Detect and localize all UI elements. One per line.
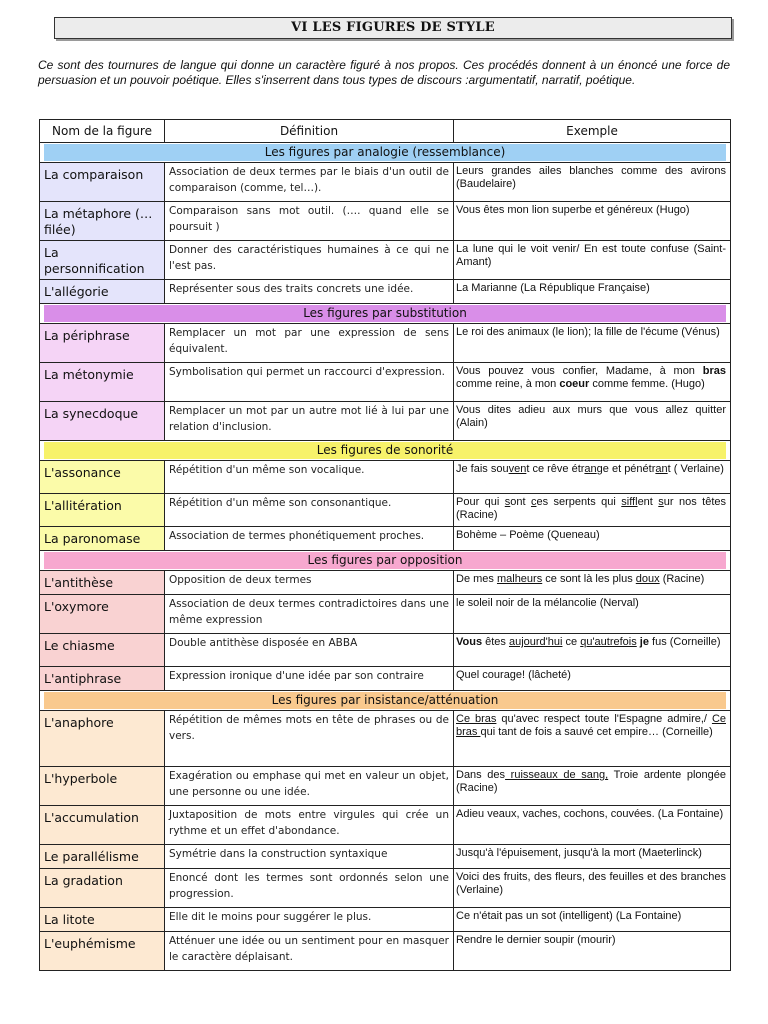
table-row	[40, 711, 731, 767]
figure-name: La métonymie	[40, 363, 165, 402]
section-header-cell	[40, 143, 731, 163]
figure-name: La périphrase	[40, 324, 165, 363]
table-header-row	[40, 120, 731, 143]
example-text: La Marianne (La République Française)	[456, 282, 650, 294]
figure-name: La paronomase	[40, 527, 165, 551]
section-title: Les figures par analogie (ressemblance)	[44, 144, 726, 161]
example-text: Ce bras	[456, 713, 497, 725]
table-row	[40, 280, 731, 304]
example-text: ce	[562, 636, 581, 648]
section-title: Les figures par opposition	[44, 552, 726, 569]
example-text: bras	[702, 365, 726, 377]
example-text: Dans des	[456, 769, 506, 781]
figure-definition: Remplacer un mot par une expression de sens équivalent.	[165, 324, 454, 363]
section-header-row	[40, 691, 731, 711]
example-text: (Racine)	[659, 573, 705, 585]
table-row	[40, 494, 731, 527]
figure-name: Le chiasme	[40, 634, 165, 667]
table-row	[40, 527, 731, 551]
example-text: siffl	[621, 496, 638, 508]
example-text: je	[639, 636, 649, 648]
example-text: coeur	[559, 378, 590, 390]
figure-example	[454, 571, 731, 595]
table-row	[40, 461, 731, 494]
table-row	[40, 845, 731, 869]
figure-name: L'assonance	[40, 461, 165, 494]
example-text: Leurs grandes ailes blanches comme des avirons (Baudelaire)	[456, 165, 726, 190]
table-row	[40, 806, 731, 845]
example-text: ent	[637, 496, 659, 508]
figure-example	[454, 767, 731, 806]
section-header-row	[40, 551, 731, 571]
figure-name: L'anaphore	[40, 711, 165, 767]
example-text: an	[655, 463, 668, 475]
table-row	[40, 908, 731, 932]
figure-example	[454, 634, 731, 667]
figure-definition: Symbolisation qui permet un raccourci d'expression.	[165, 363, 454, 402]
figure-example	[454, 667, 731, 691]
table-row	[40, 634, 731, 667]
table-row	[40, 324, 731, 363]
figure-example	[454, 711, 731, 767]
figure-example	[454, 461, 731, 494]
table-row	[40, 241, 731, 280]
example-text: qu'autrefois	[580, 636, 637, 648]
figure-example	[454, 595, 731, 634]
example-text: an	[584, 463, 597, 475]
figure-name: L'oxymore	[40, 595, 165, 634]
section-title: Les figures de sonorité	[44, 442, 726, 459]
figure-definition: Enoncé dont les termes sont ordonnés selon une progression.	[165, 869, 454, 908]
example-text: aujourd'hui	[508, 636, 563, 648]
figure-definition: Représenter sous des traits concrets une idée.	[165, 280, 454, 304]
intro-paragraph: Ce sont des tournures de langue qui donne un caractère figuré à nos propos. Ces procédés donnent à un énoncé une force de persuasion et un pouvoir poétique. Elles s'inserrent dans tous types de discours :argumentatif, narratif, poétique.	[38, 58, 730, 87]
example-text: êtes	[482, 636, 509, 648]
example-text: es serpents qui	[536, 496, 622, 508]
example-text: c	[530, 496, 537, 508]
section-header-cell	[40, 441, 731, 461]
figure-definition: Répétition de mêmes mots en tête de phrases ou de vers.	[165, 711, 454, 767]
figure-definition: Opposition de deux termes	[165, 571, 454, 595]
figure-name: Le parallélisme	[40, 845, 165, 869]
figure-definition: Elle dit le moins pour suggérer le plus.	[165, 908, 454, 932]
example-text: le soleil noir de la mélancolie (Nerval)	[456, 597, 639, 609]
figure-name: L'euphémisme	[40, 932, 165, 971]
example-text: Bohème – Poème (Queneau)	[456, 529, 600, 541]
section-header-row	[40, 143, 731, 163]
figure-example	[454, 402, 731, 441]
table-row	[40, 402, 731, 441]
example-text: t ( Verlaine)	[667, 463, 724, 475]
table-row	[40, 163, 731, 202]
section-header-row	[40, 304, 731, 324]
figure-example	[454, 363, 731, 402]
figure-example	[454, 869, 731, 908]
example-text: Ce n'était pas un sot (intelligent) (La Fontaine)	[456, 910, 682, 922]
table-row	[40, 932, 731, 971]
table-body	[40, 143, 731, 971]
figure-definition: Symétrie dans la construction syntaxique	[165, 845, 454, 869]
header-definition: Définition	[165, 120, 454, 143]
figure-definition: Donner des caractéristiques humaines à ce qui ne l'est pas.	[165, 241, 454, 280]
example-text: Voici des fruits, des fleurs, des feuilles et des branches (Verlaine)	[456, 871, 726, 896]
figure-definition: Juxtaposition de mots entre virgules qui crée un rythme et un effet d'abondance.	[165, 806, 454, 845]
example-text: comme reine, à mon	[456, 378, 560, 390]
figure-name: L'antiphrase	[40, 667, 165, 691]
figure-example	[454, 324, 731, 363]
example-text: ge et pénétr	[596, 463, 656, 475]
table-row	[40, 571, 731, 595]
example-text: ont	[510, 496, 531, 508]
example-text: Vous pouvez vous confier, Madame, à mon	[456, 365, 703, 377]
example-text: De mes	[456, 573, 497, 585]
section-header-cell	[40, 304, 731, 324]
figure-definition: Double antithèse disposée en ABBA	[165, 634, 454, 667]
example-text: Pour qui	[456, 496, 505, 508]
example-text: s	[504, 496, 511, 508]
figure-name: L'accumulation	[40, 806, 165, 845]
example-text: ce sont là les plus	[542, 573, 636, 585]
section-header-cell	[40, 551, 731, 571]
table-row	[40, 363, 731, 402]
figure-name: La litote	[40, 908, 165, 932]
example-text: doux	[635, 573, 660, 585]
example-text: Vous êtes mon lion superbe et généreux (Hugo)	[456, 204, 690, 216]
figure-example	[454, 241, 731, 280]
figure-name: La synecdoque	[40, 402, 165, 441]
example-text: fus (Corneille)	[648, 636, 721, 648]
table-row	[40, 202, 731, 241]
example-text: Ce bras	[456, 713, 726, 738]
figure-example	[454, 932, 731, 971]
figure-name: L'allégorie	[40, 280, 165, 304]
figure-definition: Remplacer un mot par un autre mot lié à lui par une relation d'inclusion.	[165, 402, 454, 441]
figure-name: L'antithèse	[40, 571, 165, 595]
example-text: ven	[508, 463, 527, 475]
example-text: Je fais sou	[456, 463, 509, 475]
example-text: t ce rêve étr	[526, 463, 585, 475]
table-row	[40, 869, 731, 908]
section-header-row	[40, 441, 731, 461]
figure-name: L'hyperbole	[40, 767, 165, 806]
section-title: Les figures par insistance/atténuation	[44, 692, 726, 709]
figure-definition: Comparaison sans mot outil. (…. quand elle se poursuit )	[165, 202, 454, 241]
figure-example	[454, 202, 731, 241]
figure-definition: Répétition d'un même son consonantique.	[165, 494, 454, 527]
example-text: s	[658, 496, 664, 508]
figure-name: La personnification	[40, 241, 165, 280]
example-text: malheurs	[496, 573, 543, 585]
example-text: Vous	[456, 636, 483, 648]
figure-example	[454, 494, 731, 527]
figure-definition: Répétition d'un même son vocalique.	[165, 461, 454, 494]
figure-name: La métaphore (…filée)	[40, 202, 165, 241]
example-text: Jusqu'à l'épuisement, jusqu'à la mort (Maeterlinck)	[456, 847, 702, 859]
header-name: Nom de la figure	[40, 120, 165, 143]
table-row	[40, 595, 731, 634]
figure-definition: Expression ironique d'une idée par son contraire	[165, 667, 454, 691]
example-text: ruisseaux de sang,	[505, 769, 609, 781]
example-text: Vous dites adieu aux murs que vous allez quitter (Alain)	[456, 404, 726, 429]
header-example: Exemple	[454, 120, 731, 143]
figure-definition: Association de termes phonétiquement proches.	[165, 527, 454, 551]
example-text: Troie ardente plongée (Racine)	[456, 769, 726, 794]
figure-example	[454, 908, 731, 932]
example-text: Rendre le dernier soupir (mourir)	[456, 934, 616, 946]
example-text: qu'avec respect toute l'Espagne admire,/	[496, 713, 712, 725]
figure-name: La gradation	[40, 869, 165, 908]
section-header-cell	[40, 691, 731, 711]
figures-table	[39, 119, 731, 971]
page-title: VI LES FIGURES DE STYLE	[54, 17, 732, 39]
section-title: Les figures par substitution	[44, 305, 726, 322]
figure-example	[454, 280, 731, 304]
table-row	[40, 767, 731, 806]
table-row	[40, 667, 731, 691]
figure-example	[454, 527, 731, 551]
figure-definition: Association de deux termes par le biais d'un outil de comparaison (comme, tel…).	[165, 163, 454, 202]
example-text: qui tant de fois a sauvé cet empire… (Corneille)	[480, 726, 713, 738]
figure-example	[454, 163, 731, 202]
figure-example	[454, 845, 731, 869]
figure-definition: Exagération ou emphase qui met en valeur un objet, une personne ou une idée.	[165, 767, 454, 806]
example-text: Adieu veaux, vaches, cochons, couvées. (La Fontaine)	[456, 808, 724, 820]
figure-example	[454, 806, 731, 845]
example-text: ur nos têtes (Racine)	[456, 496, 726, 521]
figure-definition: Atténuer une idée ou un sentiment pour en masquer le caractère déplaisant.	[165, 932, 454, 971]
figure-name: La comparaison	[40, 163, 165, 202]
figure-definition: Association de deux termes contradictoires dans une même expression	[165, 595, 454, 634]
example-text: La lune qui le voit venir/ En est toute confuse (Saint-Amant)	[456, 243, 726, 268]
figure-name: L'allitération	[40, 494, 165, 527]
example-text: Quel courage! (lâcheté)	[456, 669, 571, 681]
example-text: comme femme. (Hugo)	[589, 378, 705, 390]
example-text: Le roi des animaux (le lion); la fille de l'écume (Vénus)	[456, 326, 720, 338]
